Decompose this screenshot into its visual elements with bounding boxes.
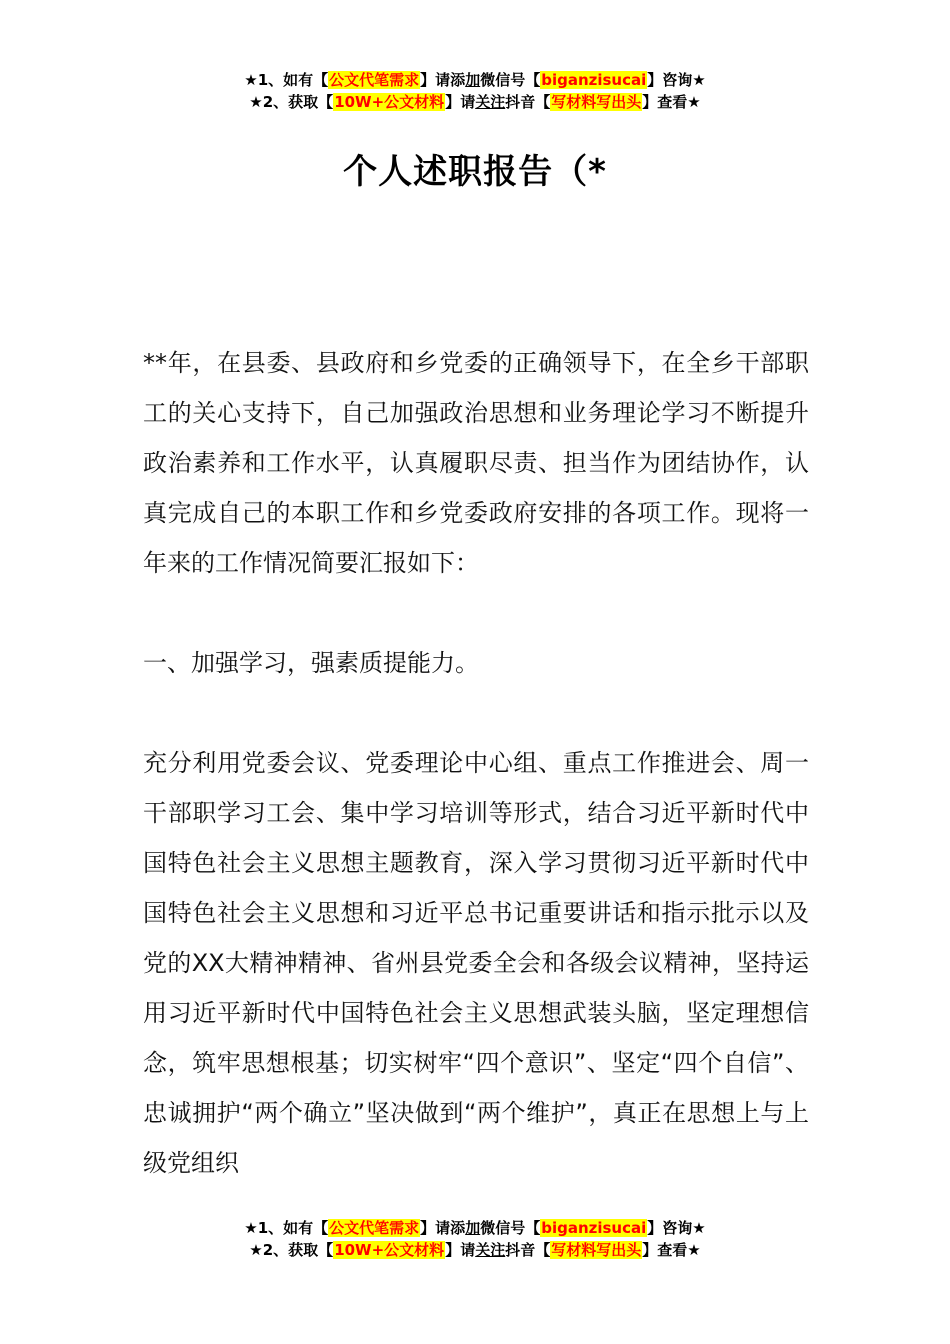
highlight-service: 公文代笔需求 xyxy=(329,71,420,89)
document-body xyxy=(143,338,809,1188)
top-banner-line-1: ★1、如有【公文代笔需求】请添加微信号【biganzisucai】咨询★ xyxy=(244,71,706,89)
highlight-douyin-account: 写材料写出头 xyxy=(551,93,642,111)
top-banner xyxy=(0,69,950,113)
highlight-materials: 10W+公文材料 xyxy=(334,93,445,111)
top-banner-line-2: ★2、获取【10W+公文材料】请关注抖音【写材料写出头】查看★ xyxy=(249,93,701,111)
highlight-wechat-id: biganzisucai xyxy=(541,71,647,89)
bottom-banner-line-2: ★2、获取【10W+公文材料】请关注抖音【写材料写出头】查看★ xyxy=(249,1241,701,1259)
intro-paragraph: **年，在县委、县政府和乡党委的正确领导下，在全乡干部职工的关心支持下，自己加强政治思想和业务理论学习不断提升政治素养和工作水平，认真履职尽责、担当作为团结协作，认真完成自己的本职工作和乡党委政府安排的各项工作。现将一年来的工作情况简要汇报如下： xyxy=(143,349,809,577)
highlight-materials: 10W+公文材料 xyxy=(334,1241,445,1259)
highlight-wechat-id: biganzisucai xyxy=(541,1219,647,1237)
bottom-banner-line-1: ★1、如有【公文代笔需求】请添加微信号【biganzisucai】咨询★ xyxy=(244,1219,706,1237)
highlight-service: 公文代笔需求 xyxy=(329,1219,420,1237)
paragraph-spacer xyxy=(143,688,809,738)
bottom-banner xyxy=(0,1217,950,1261)
section-1-paragraph: 充分利用党委会议、党委理论中心组、重点工作推进会、周一干部职学习工会、集中学习培训等形式，结合习近平新时代中国特色社会主义思想主题教育，深入学习贯彻习近平新时代中国特色社会主义思想和习近平总书记重要讲话和指示批示以及党的XX大精神精神、省州县党委全会和各级会议精神，坚持运用习近平新时代中国特色社会主义思想武装头脑，坚定理想信念，筑牢思想根基；切实树牢“四个意识”、坚定“四个自信”、忠诚拥护“两个确立”坚决做到“两个维护”，真正在思想上与上级党组织 xyxy=(143,749,809,1177)
section-heading-1: 一、加强学习，强素质提能力。 xyxy=(143,649,479,677)
paragraph-spacer xyxy=(143,588,809,638)
document-title: 个人述职报告（* xyxy=(343,152,607,192)
highlight-douyin-account: 写材料写出头 xyxy=(551,1241,642,1259)
